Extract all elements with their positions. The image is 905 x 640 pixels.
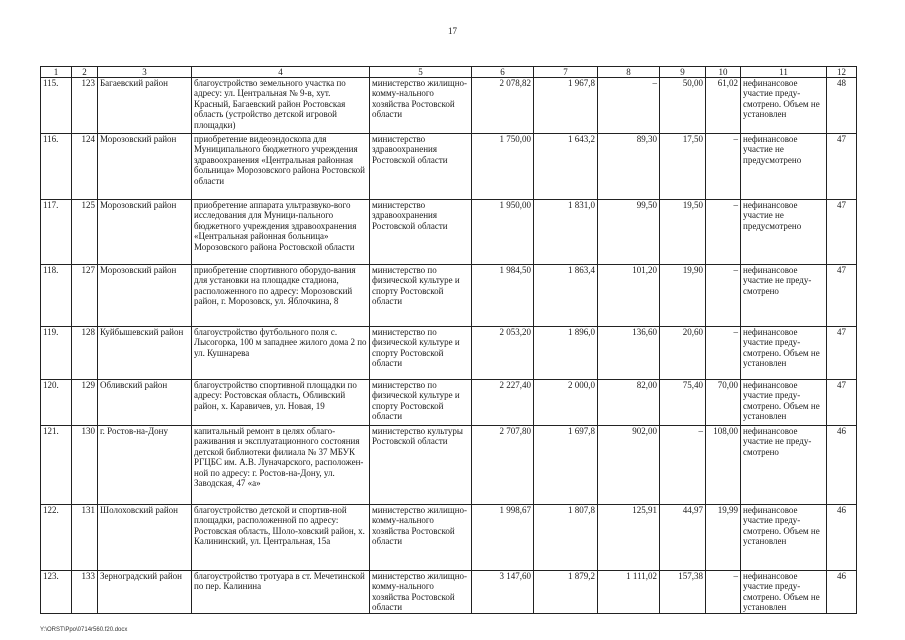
other-funds-cell: – bbox=[706, 200, 741, 265]
object-cell: благоустройство детской и спортив-ной площадки, расположенной по адресу: Ростовская область, Шоло-ховский район, х. Калининский, ул. Центральная, 15а bbox=[192, 505, 370, 571]
score-cell: 47 bbox=[827, 380, 857, 426]
row-number-cell: 120. bbox=[41, 380, 72, 426]
other-funds-cell: – bbox=[706, 571, 741, 614]
footer-file-path: Y:\ORST\Ppo\0714r560.f20.docx bbox=[40, 627, 128, 633]
regional-budget-cell: 1 831,0 bbox=[534, 200, 598, 265]
page-number: 17 bbox=[448, 26, 457, 36]
district-cell: Зерноградский район bbox=[98, 571, 192, 614]
local-budget-cell: 89,30 bbox=[598, 134, 660, 200]
local-budget-cell: 82,00 bbox=[598, 380, 660, 426]
header-cell: 2 bbox=[72, 67, 98, 78]
district-cell: Куйбышевский район bbox=[98, 327, 192, 380]
district-cell: г. Ростов-на-Дону bbox=[98, 426, 192, 505]
regional-budget-cell: 1 697,8 bbox=[534, 426, 598, 505]
header-cell: 4 bbox=[192, 67, 370, 78]
extra-funds-cell: 19,90 bbox=[660, 265, 706, 327]
code-cell: 131 bbox=[72, 505, 98, 571]
regional-budget-cell: 1 643,2 bbox=[534, 134, 598, 200]
district-cell: Морозовский район bbox=[98, 265, 192, 327]
header-cell: 9 bbox=[660, 67, 706, 78]
code-cell: 129 bbox=[72, 380, 98, 426]
row-number-cell: 123. bbox=[41, 571, 72, 614]
table-row bbox=[41, 327, 857, 380]
total-cost-cell: 2 227,40 bbox=[472, 380, 534, 426]
local-budget-cell: 101,20 bbox=[598, 265, 660, 327]
non-financial-cell: нефинансовое участие не предусмотрено bbox=[741, 200, 827, 265]
regional-budget-cell: 1 879,2 bbox=[534, 571, 598, 614]
row-number-cell: 122. bbox=[41, 505, 72, 571]
local-budget-cell: – bbox=[598, 78, 660, 134]
ministry-cell: министерство по физической культуре и спорту Ростовской области bbox=[370, 327, 472, 380]
district-cell: Обливский район bbox=[98, 380, 192, 426]
ministry-cell: министерство жилищно-комму-нального хозяйства Ростовской области bbox=[370, 505, 472, 571]
other-funds-cell: – bbox=[706, 327, 741, 380]
regional-budget-cell: 1 863,4 bbox=[534, 265, 598, 327]
header-cell: 7 bbox=[534, 67, 598, 78]
non-financial-cell: нефинансовое участие преду-смотрено. Объем не установлен bbox=[741, 78, 827, 134]
ministry-cell: министерство здравоохранения Ростовской области bbox=[370, 200, 472, 265]
extra-funds-cell: 50,00 bbox=[660, 78, 706, 134]
code-cell: 128 bbox=[72, 327, 98, 380]
other-funds-cell: 70,00 bbox=[706, 380, 741, 426]
table-header-row bbox=[41, 67, 857, 78]
score-cell: 47 bbox=[827, 134, 857, 200]
extra-funds-cell: 19,50 bbox=[660, 200, 706, 265]
table-row bbox=[41, 78, 857, 134]
row-number-cell: 119. bbox=[41, 327, 72, 380]
other-funds-cell: – bbox=[706, 134, 741, 200]
header-cell: 8 bbox=[598, 67, 660, 78]
score-cell: 46 bbox=[827, 505, 857, 571]
regional-budget-cell: 2 000,0 bbox=[534, 380, 598, 426]
ministry-cell: министерство жилищно-комму-нального хозяйства Ростовской области bbox=[370, 571, 472, 614]
table-row bbox=[41, 134, 857, 200]
non-financial-cell: нефинансовое участие не преду-смотрено bbox=[741, 265, 827, 327]
ministry-cell: министерство по физической культуре и спорту Ростовской области bbox=[370, 265, 472, 327]
local-budget-cell: 902,00 bbox=[598, 426, 660, 505]
object-cell: благоустройство тротуара в ст. Мечетинской по пер. Калинина bbox=[192, 571, 370, 614]
ministry-cell: министерство жилищно-комму-нального хозяйства Ростовской области bbox=[370, 78, 472, 134]
row-number-cell: 121. bbox=[41, 426, 72, 505]
object-cell: приобретение аппарата ультразвуко-вого исследования для Муници-пального бюджетного учреждения здравоохранения «Центральная районная больница» Морозовского района Ростовской области bbox=[192, 200, 370, 265]
header-cell: 1 bbox=[41, 67, 72, 78]
ministry-cell: министерство здравоохранения Ростовской области bbox=[370, 134, 472, 200]
score-cell: 48 bbox=[827, 78, 857, 134]
object-cell: благоустройство земельного участка по адресу: ул. Центральная № 9-в, хут. Красный, Багаевский район Ростовская область (устройство детской игровой площадки) bbox=[192, 78, 370, 134]
total-cost-cell: 1 950,00 bbox=[472, 200, 534, 265]
header-cell: 5 bbox=[370, 67, 472, 78]
ministry-cell: министерство по физической культуре и спорту Ростовской области bbox=[370, 380, 472, 426]
code-cell: 127 bbox=[72, 265, 98, 327]
object-cell: приобретение видеоэндоскопа для Муниципального бюджетного учреждения здравоохранения «Центральная районная больница» Морозовского района Ростовской области bbox=[192, 134, 370, 200]
extra-funds-cell: 75,40 bbox=[660, 380, 706, 426]
score-cell: 47 bbox=[827, 200, 857, 265]
row-number-cell: 116. bbox=[41, 134, 72, 200]
object-cell: капитальный ремонт в целях облаго-раживания и эксплуатационного состояния детской библиотеки филиала № 37 МБУК РГЦБС им. А.В. Луначарского, расположен-ной по адресу: г. Ростов-на-Дону, ул. Заводская, 47 «а» bbox=[192, 426, 370, 505]
other-funds-cell: 108,00 bbox=[706, 426, 741, 505]
district-cell: Морозовский район bbox=[98, 200, 192, 265]
non-financial-cell: нефинансовое участие преду-смотрено. Объем не установлен bbox=[741, 380, 827, 426]
total-cost-cell: 1 998,67 bbox=[472, 505, 534, 571]
table-row bbox=[41, 200, 857, 265]
score-cell: 47 bbox=[827, 327, 857, 380]
non-financial-cell: нефинансовое участие преду-смотрено. Объем не установлен bbox=[741, 571, 827, 614]
other-funds-cell: – bbox=[706, 265, 741, 327]
code-cell: 130 bbox=[72, 426, 98, 505]
object-cell: приобретение спортивного оборудо-вания для установки на площадке стадиона, расположенного по адресу: Морозовский район, г. Морозовск, ул. Яблочкина, 8 bbox=[192, 265, 370, 327]
code-cell: 133 bbox=[72, 571, 98, 614]
non-financial-cell: нефинансовое участие преду-смотрено. Объем не установлен bbox=[741, 505, 827, 571]
code-cell: 125 bbox=[72, 200, 98, 265]
header-cell: 12 bbox=[827, 67, 857, 78]
total-cost-cell: 2 078,82 bbox=[472, 78, 534, 134]
non-financial-cell: нефинансовое участие не предусмотрено bbox=[741, 134, 827, 200]
total-cost-cell: 3 147,60 bbox=[472, 571, 534, 614]
score-cell: 47 bbox=[827, 265, 857, 327]
district-cell: Багаевский район bbox=[98, 78, 192, 134]
row-number-cell: 115. bbox=[41, 78, 72, 134]
header-cell: 3 bbox=[98, 67, 192, 78]
header-cell: 6 bbox=[472, 67, 534, 78]
object-cell: благоустройство футбольного поля с. Лысогорка, 100 м западнее жилого дома 2 по ул. Кушнарева bbox=[192, 327, 370, 380]
row-number-cell: 118. bbox=[41, 265, 72, 327]
extra-funds-cell: – bbox=[660, 426, 706, 505]
total-cost-cell: 2 707,80 bbox=[472, 426, 534, 505]
row-number-cell: 117. bbox=[41, 200, 72, 265]
score-cell: 46 bbox=[827, 571, 857, 614]
score-cell: 46 bbox=[827, 426, 857, 505]
object-cell: благоустройство спортивной площадки по адресу: Ростовская область, Обливский район, х. Каравичев, ул. Новая, 19 bbox=[192, 380, 370, 426]
local-budget-cell: 1 111,02 bbox=[598, 571, 660, 614]
district-cell: Шолоховский район bbox=[98, 505, 192, 571]
extra-funds-cell: 157,38 bbox=[660, 571, 706, 614]
code-cell: 124 bbox=[72, 134, 98, 200]
document-table bbox=[40, 66, 857, 614]
local-budget-cell: 99,50 bbox=[598, 200, 660, 265]
header-cell: 11 bbox=[741, 67, 827, 78]
ministry-cell: министерство культуры Ростовской области bbox=[370, 426, 472, 505]
total-cost-cell: 1 750,00 bbox=[472, 134, 534, 200]
local-budget-cell: 136,60 bbox=[598, 327, 660, 380]
regional-budget-cell: 1 896,0 bbox=[534, 327, 598, 380]
district-cell: Морозовский район bbox=[98, 134, 192, 200]
other-funds-cell: 19,99 bbox=[706, 505, 741, 571]
table-row bbox=[41, 571, 857, 614]
non-financial-cell: нефинансовое участие не преду-смотрено bbox=[741, 426, 827, 505]
table-row bbox=[41, 380, 857, 426]
regional-budget-cell: 1 807,8 bbox=[534, 505, 598, 571]
table-row bbox=[41, 426, 857, 505]
extra-funds-cell: 20,60 bbox=[660, 327, 706, 380]
code-cell: 123 bbox=[72, 78, 98, 134]
extra-funds-cell: 17,50 bbox=[660, 134, 706, 200]
local-budget-cell: 125,91 bbox=[598, 505, 660, 571]
total-cost-cell: 2 053,20 bbox=[472, 327, 534, 380]
extra-funds-cell: 44,97 bbox=[660, 505, 706, 571]
table-row bbox=[41, 505, 857, 571]
table-row bbox=[41, 265, 857, 327]
total-cost-cell: 1 984,50 bbox=[472, 265, 534, 327]
other-funds-cell: 61,02 bbox=[706, 78, 741, 134]
regional-budget-cell: 1 967,8 bbox=[534, 78, 598, 134]
header-cell: 10 bbox=[706, 67, 741, 78]
non-financial-cell: нефинансовое участие преду-смотрено. Объем не установлен bbox=[741, 327, 827, 380]
